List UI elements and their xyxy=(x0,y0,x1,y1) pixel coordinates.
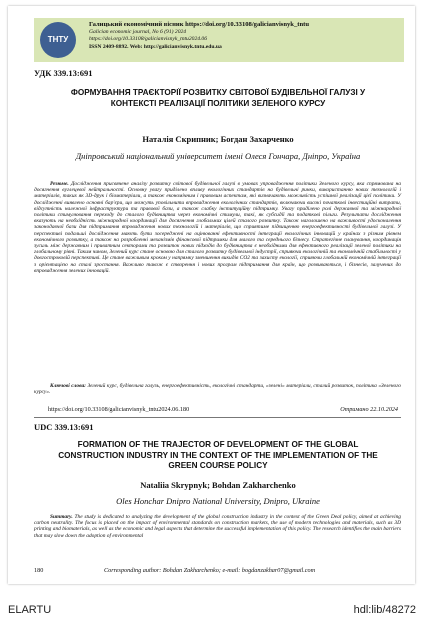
page-number: 180 xyxy=(34,567,44,574)
received-date: Отримано 22.10.2024 xyxy=(340,406,398,413)
document-page xyxy=(8,6,415,584)
journal-subtitle-line: Galician economic journal, No 6 (91) 2024 xyxy=(89,28,187,35)
abstract-lead-ua: Резюме. xyxy=(50,181,69,187)
abstract-en xyxy=(34,514,401,539)
corresponding-author: Corresponding author: Bohdan Zakharchenko; e-mail: bogdanzakhar07@gmail.com xyxy=(104,567,316,574)
repository-name: ELARTU xyxy=(8,604,52,616)
keywords-ua xyxy=(34,383,401,395)
abstract-text-ua: Дослідження присвячене аналізу розвитку світової будівельної галузі в умовах упровадження політики Зеленого курсу, яка спрямована на досягнення вуглецевої нейтральності. Основну увагу приділено впливу екологічних стандартів на будівельні ринки, використанню нових технологій і матеріалів, таких як 3D-друк і біоматеріали, а також економічним і правовим аспектам, які визначають можливість успішної реалізації цієї політики. У дослідженні виявлено основні бар'єри, що можуть уповільнити впровадження екологічних стандартів, включаючи високі початкові інвестиційні витрати, відсутність належної інфраструктури та правової бази, а також слабку інституційну підтримку. Увагу приділено ролі державної та міжнародної політики стимулювання переходу до сталого будівництва через економічні стимули, такі, як субсидії та податкові пільги. Результати дослідження вказують на необхідність міжнародної координації для досягнення глобальних цілей сталого розвитку. Також наголошено на важливості удосконалення законодавчої бази для підтримання впровадження нових технологій і матеріалів, що сприятиме підвищенню енергоефективності будівельної галузі. У перспективі подальші дослідження мають бути зосереджені на оцінюванні ефективності інтеграції екологічних інновацій у країнах з різним рівнем економічного розвитку, а також на розробленні механізмів фінансової підтримки для малого та середнього бізнесу. Стратегічне планування, координація зусиль між державним і приватним секторами та розвиток нових підходів до будівництва є необхідними для ефективного реалізації зеленої політики на глобальному рівні. Таким чином, Зелений курс стане основою для сталого розвитку будівельної індустрії, сприяючи екологічній та економічній стабільності у довгостроковій перспективі. Це стане важливим кроком у напрямку зменшення викидів CO2 та захисту екології, сприяючи глобальній економічній інтеграції з орієнтацією на сталі зростання. Важливо також є створення і нових програм підтримання для країн, що розвиваються, і бізнесів, залучених до впровадження зелених інновацій. xyxy=(34,181,401,274)
journal-doi-line: https://doi.org/10.33108/galicianvisnyk_tntu2024.06 xyxy=(89,36,208,42)
paper-title-ua: ФОРМУВАННЯ ТРАЄКТОРІЇ РОЗВИТКУ СВІТОВОЇ БУДІВЕЛЬНОЇ ГАЛУЗІ У КОНТЕКСТІ РЕАЛІЗАЦІЇ ПОЛІТИКИ ЗЕЛЕНОГО КУРСУ xyxy=(70,88,366,108)
udk-code-ua: УДК 339.13:691 xyxy=(34,68,93,78)
journal-issn-line: ISSN 2409-8892. Web: http://galicianvisnyk.tntu.edu.ua xyxy=(89,43,222,50)
authors-en: Nataliia Skrypnyk; Bohdan Zakharchenko xyxy=(140,480,296,490)
abstract-text-en: The study is dedicated to analyzing the development of the global construction industry in the context of the Green Deal policy, aimed at achieving carbon neutrality. The focus is placed on the impact of environmental standards on construction markets, the use of modern technologies and materials, such as 3D printing and biomaterials, as well as the economic and legal aspects that determine the successful implementation of this policy. The research identifies the main barriers that may slow down the adoption of environmental xyxy=(34,514,401,539)
keywords-text-ua: Зелений курс, будівельна галузь, енергоефективність, екологічні стандарти, «зелені» матеріали, сталий розвиток, політика «Зеленого курсу». xyxy=(34,383,401,396)
journal-logo: ТНТУ xyxy=(40,22,76,58)
section-divider xyxy=(34,417,401,418)
article-doi[interactable]: https://doi.org/10.33108/galicianvisnyk_tntu2024.06.180 xyxy=(48,406,190,413)
affiliation-ua: Дніпровський національний університет імені Олеся Гончара, Дніпро, Україна xyxy=(75,151,361,161)
paper-title-en: FORMATION OF THE TRAJECTOR OF DEVELOPMENT OF THE GLOBAL CONSTRUCTION INDUSTRY IN THE CONTEXT OF THE IMPLEMENTATION OF THE GREEN COURSE POLICY xyxy=(58,440,378,470)
keywords-lead-ua: Ключові слова: xyxy=(50,383,86,389)
page-footer xyxy=(34,567,401,574)
doi-row-ua xyxy=(48,406,398,413)
authors-ua: Наталія Скрипник; Богдан Захарченко xyxy=(142,134,294,144)
abstract-lead-en: Summary. xyxy=(50,514,73,520)
handle-id[interactable]: hdl:lib/48272 xyxy=(353,604,416,616)
abstract-ua xyxy=(34,181,401,274)
affiliation-en: Oles Honchar Dnipro National University, Dnipro, Ukraine xyxy=(116,496,320,506)
journal-title-line: Галицький економічний вісник https://doi.org/10.33108/galicianvisnyk_tntu xyxy=(89,21,309,28)
viewer-bottom-bar xyxy=(0,602,424,620)
udc-code-en: UDC 339.13:691 xyxy=(34,422,94,432)
journal-header xyxy=(34,18,404,62)
